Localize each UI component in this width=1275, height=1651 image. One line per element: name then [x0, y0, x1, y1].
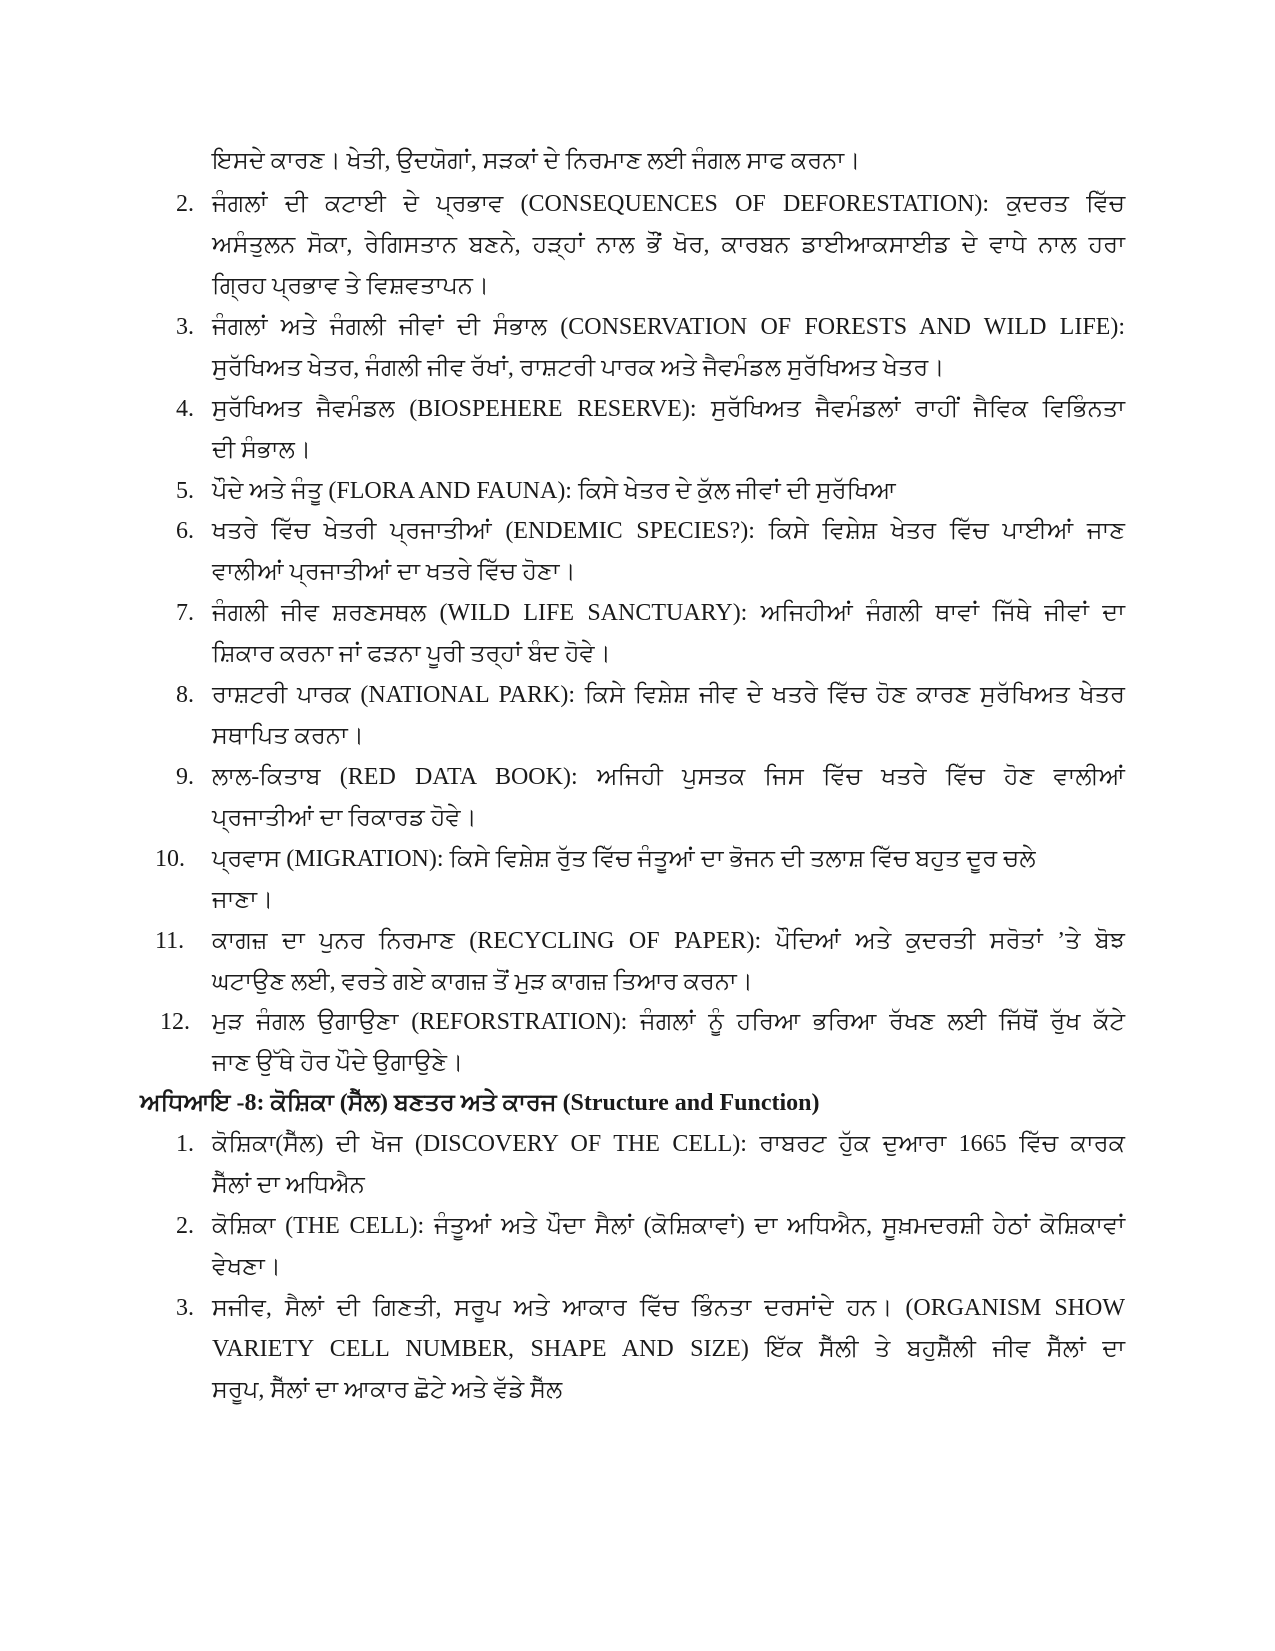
list-number: 11.	[155, 928, 185, 954]
paragraph-continuation: ਇਸਦੇ ਕਾਰਣ। ਖੇਤੀ, ਉਦਯੋਗਾਂ, ਸੜਕਾਂ ਦੇ ਨਿਰਮਾਣ ਲਈ ਜੰਗਲ ਸਾਫ ਕਰਨਾ।	[212, 148, 861, 174]
list-item-line: ਜੰਗਲੀ ਜੀਵ ਸ਼ਰਣਸਥਲ (WILD LIFE SANCTUARY): ਅਜਿਹੀਆਂ ਜੰਗਲੀ ਥਾਵਾਂ ਜਿੱਥੇ ਜੀਵਾਂ ਦਾ	[212, 600, 1125, 626]
list-number: 4.	[176, 396, 194, 422]
list-item-line: ਜਾਣਾ।	[212, 887, 274, 913]
list-item-line: ਜੰਗਲਾਂ ਦੀ ਕਟਾਈ ਦੇ ਪ੍ਰਭਾਵ (CONSEQUENCES OF DEFORESTATION): ਕੁਦਰਤ ਵਿੱਚ	[212, 191, 1125, 217]
list-item-line: ਪੌਦੇ ਅਤੇ ਜੰਤੂ (FLORA AND FAUNA): ਕਿਸੇ ਖੇਤਰ ਦੇ ਕੁੱਲ ਜੀਵਾਂ ਦੀ ਸੁਰੱਖਿਆ	[212, 478, 896, 504]
list-number: 2.	[176, 191, 194, 217]
list-item-line: ਗ੍ਰਿਹ ਪ੍ਰਭਾਵ ਤੇ ਵਿਸ਼ਵਤਾਪਨ।	[212, 273, 490, 299]
list-number: 2.	[176, 1213, 194, 1239]
list-item-line: ਸੈੱਲਾਂ ਦਾ ਅਧਿਐਨ	[212, 1172, 365, 1198]
list-number: 7.	[176, 600, 194, 626]
list-item-line: ਜੰਗਲਾਂ ਅਤੇ ਜੰਗਲੀ ਜੀਵਾਂ ਦੀ ਸੰਭਾਲ (CONSERVATION OF FORESTS AND WILD LIFE):	[212, 314, 1125, 340]
list-item-line: ਵਾਲੀਆਂ ਪ੍ਰਜਾਤੀਆਂ ਦਾ ਖਤਰੇ ਵਿੱਚ ਹੋਣਾ।	[212, 559, 576, 585]
list-item-line: ਪ੍ਰਜਾਤੀਆਂ ਦਾ ਰਿਕਾਰਡ ਹੋਵੇ।	[212, 805, 477, 831]
list-item-line: ਸ਼ਿਕਾਰ ਕਰਨਾ ਜਾਂ ਫੜਨਾ ਪੂਰੀ ਤਰ੍ਹਾਂ ਬੰਦ ਹੋਵੇ।	[212, 641, 611, 667]
list-item-line: ਲਾਲ-ਕਿਤਾਬ (RED DATA BOOK): ਅਜਿਹੀ ਪੁਸਤਕ ਜਿਸ ਵਿੱਚ ਖਤਰੇ ਵਿੱਚ ਹੋਣ ਵਾਲੀਆਂ	[212, 764, 1125, 790]
list-item-line: ਕੋਸ਼ਿਕਾ(ਸੈੱਲ) ਦੀ ਖੋਜ (DISCOVERY OF THE CELL): ਰਾਬਰਟ ਹੁੱਕ ਦੁਆਰਾ 1665 ਵਿੱਚ ਕਾਰਕ	[212, 1131, 1125, 1157]
list-item-line: ਦੀ ਸੰਭਾਲ।	[212, 437, 312, 463]
list-item-line: ਸੁਰੱਖਿਅਤ ਖੇਤਰ, ਜੰਗਲੀ ਜੀਵ ਰੱਖਾਂ, ਰਾਸ਼ਟਰੀ ਪਾਰਕ ਅਤੇ ਜੈਵਮੰਡਲ ਸੁਰੱਖਿਅਤ ਖੇਤਰ।	[212, 355, 945, 381]
list-item-line: ਕਾਗਜ਼ ਦਾ ਪੁਨਰ ਨਿਰਮਾਣ (RECYCLING OF PAPER): ਪੌਦਿਆਂ ਅਤੇ ਕੁਦਰਤੀ ਸਰੋਤਾਂ ’ਤੇ ਬੋਝ	[212, 928, 1125, 954]
list-item-line: ਕੋਸ਼ਿਕਾ (THE CELL): ਜੰਤੂਆਂ ਅਤੇ ਪੌਦਾ ਸੈਲਾਂ (ਕੋਸ਼ਿਕਾਵਾਂ) ਦਾ ਅਧਿਐਨ, ਸੂਖ਼ਮਦਰਸ਼ੀ ਹੇਠਾਂ ਕੋਸ਼ਿਕਾਵਾਂ	[212, 1213, 1125, 1239]
list-number: 6.	[176, 518, 194, 544]
list-item-line: ਖਤਰੇ ਵਿੱਚ ਖੇਤਰੀ ਪ੍ਰਜਾਤੀਆਂ (ENDEMIC SPECIES?): ਕਿਸੇ ਵਿਸ਼ੇਸ਼ ਖੇਤਰ ਵਿੱਚ ਪਾਈਆਂ ਜਾਣ	[212, 518, 1125, 544]
list-item-line: ਵੇਖਣਾ।	[212, 1254, 281, 1280]
list-item-line: ਮੁੜ ਜੰਗਲ ਉਗਾਉਣਾ (REFORSTRATION): ਜੰਗਲਾਂ ਨੂੰ ਹਰਿਆ ਭਰਿਆ ਰੱਖਣ ਲਈ ਜਿੱਥੋਂ ਰੁੱਖ ਕੱਟੇ	[212, 1009, 1125, 1035]
list-number: 10.	[155, 846, 185, 872]
list-number: 3.	[176, 314, 194, 340]
list-number: 1.	[176, 1131, 194, 1157]
list-item-line: ਸੁਰੱਖਿਅਤ ਜੈਵਮੰਡਲ (BIOSPEHERE RESERVE): ਸੁਰੱਖਿਅਤ ਜੈਵਮੰਡਲਾਂ ਰਾਹੀਂ ਜੈਵਿਕ ਵਿਭਿੰਨਤਾ	[212, 396, 1125, 422]
chapter-heading: ਅਧਿਆਇ -8: ਕੋਸ਼ਿਕਾ (ਸੈੱਲ) ਬਣਤਰ ਅਤੇ ਕਾਰਜ (Structure and Function)	[140, 1090, 820, 1116]
list-item-line: ਅਸੰਤੁਲਨ ਸੋਕਾ, ਰੇਗਿਸਤਾਨ ਬਣਨੇ, ਹੜ੍ਹਾਂ ਨਾਲ ਭੌਂ ਖੋਰ, ਕਾਰਬਨ ਡਾਈਆਕਸਾਈਡ ਦੇ ਵਾਧੇ ਨਾਲ ਹਰਾ	[212, 232, 1125, 258]
list-item-line: ਸਰੂਪ, ਸੈੱਲਾਂ ਦਾ ਆਕਾਰ ਛੋਟੇ ਅਤੇ ਵੱਡੇ ਸੈੱਲ	[212, 1377, 563, 1403]
list-number: 5.	[176, 478, 194, 504]
list-item-line: ਜਾਣ ਉੱਥੇ ਹੋਰ ਪੌਦੇ ਉਗਾਉਣੇ।	[212, 1050, 464, 1076]
list-item-line: ਸਥਾਪਿਤ ਕਰਨਾ।	[212, 723, 364, 749]
list-number: 3.	[176, 1295, 194, 1321]
list-item-line: ਸਜੀਵ, ਸੈਲਾਂ ਦੀ ਗਿਣਤੀ, ਸਰੂਪ ਅਤੇ ਆਕਾਰ ਵਿੱਚ ਭਿੰਨਤਾ ਦਰਸਾਂਦੇ ਹਨ। (ORGANISM SHOW	[212, 1295, 1125, 1321]
list-item-line: ਪ੍ਰਵਾਸ (MIGRATION): ਕਿਸੇ ਵਿਸ਼ੇਸ਼ ਰੁੱਤ ਵਿੱਚ ਜੰਤੂਆਂ ਦਾ ਭੋਜਨ ਦੀ ਤਲਾਸ਼ ਵਿੱਚ ਬਹੁਤ ਦੂਰ ਚਲੇ	[212, 846, 1036, 872]
list-item-line: VARIETY CELL NUMBER, SHAPE AND SIZE) ਇੱਕ ਸੈੱਲੀ ਤੇ ਬਹੁਸ਼ੈੱਲੀ ਜੀਵ ਸੈੱਲਾਂ ਦਾ	[212, 1336, 1125, 1362]
list-item-line: ਰਾਸ਼ਟਰੀ ਪਾਰਕ (NATIONAL PARK): ਕਿਸੇ ਵਿਸ਼ੇਸ਼ ਜੀਵ ਦੇ ਖਤਰੇ ਵਿੱਚ ਹੋਣ ਕਾਰਣ ਸੁਰੱਖਿਅਤ ਖੇਤਰ	[212, 682, 1125, 708]
list-number: 12.	[160, 1009, 190, 1035]
list-number: 9.	[176, 764, 194, 790]
list-number: 8.	[176, 682, 194, 708]
list-item-line: ਘਟਾਉਣ ਲਈ, ਵਰਤੇ ਗਏ ਕਾਗਜ਼ ਤੋਂ ਮੁੜ ਕਾਗਜ਼ ਤਿਆਰ ਕਰਨਾ।	[212, 969, 753, 995]
